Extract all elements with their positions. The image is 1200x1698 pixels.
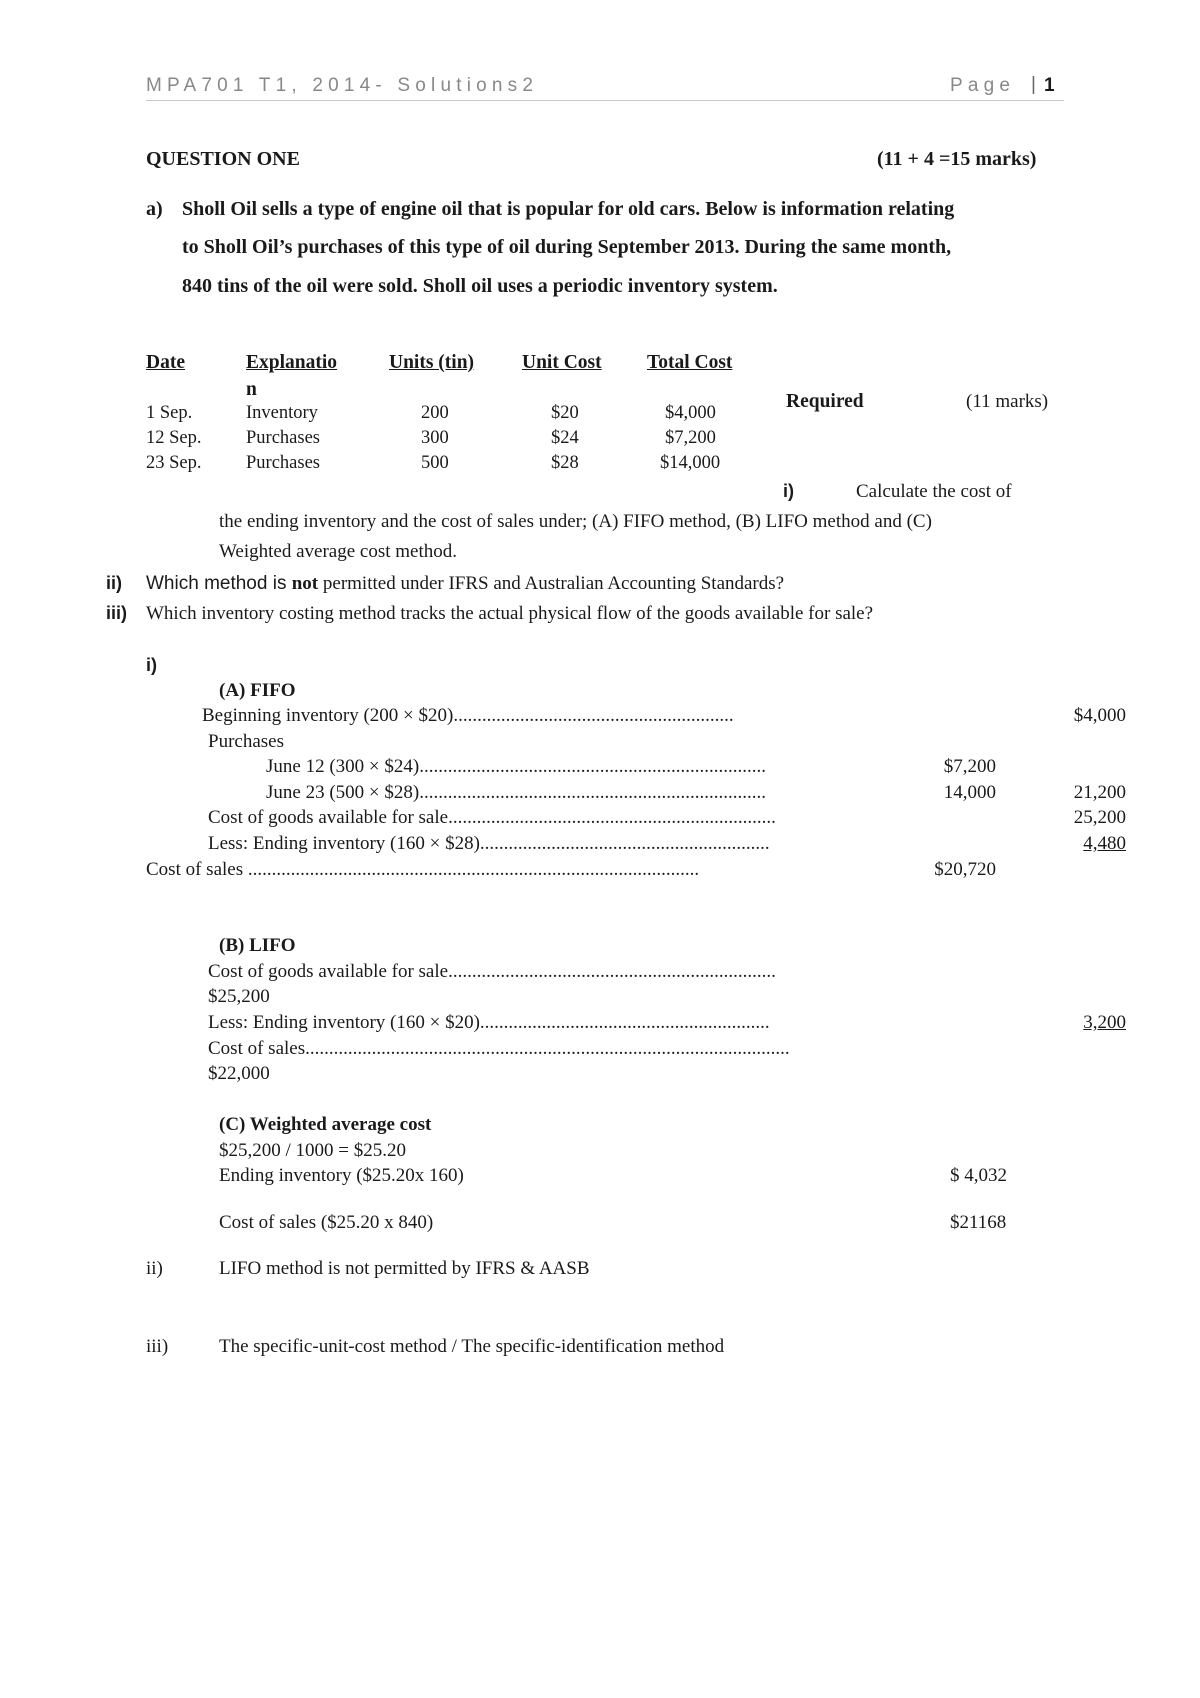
wac-calc: $25,200 / 1000 = $25.20 — [219, 1140, 406, 1161]
required-ii-text — [146, 573, 784, 595]
table-row-2-total-cost: $7,200 — [665, 428, 716, 448]
required-i-text-start: Calculate the cost of — [856, 481, 1012, 502]
fifo-june23-value: 14,000 — [943, 782, 996, 803]
table-row-1-units: 200 — [421, 403, 449, 423]
lifo-less-label: Less: Ending inventory (160 × $20)............................................................. — [208, 1012, 770, 1033]
required-marks: (11 marks) — [966, 391, 1049, 412]
question-marks: (11 + 4 =15 marks) — [877, 148, 1037, 170]
wac-cos-value: $21168 — [950, 1212, 1007, 1233]
required-ii-bold: not — [291, 573, 319, 594]
wac-cos-label: Cost of sales ($25.20 x 840) — [219, 1212, 434, 1233]
fifo-cos-label: Cost of sales ............................................................................................... — [146, 859, 700, 880]
table-header-units: Units (tin) — [389, 352, 475, 373]
table-header-total-cost: Total Cost — [647, 352, 733, 373]
wac-ending-value: $ 4,032 — [950, 1165, 1007, 1186]
fifo-june12-value: $7,200 — [943, 756, 996, 777]
required-i-label: i) — [783, 481, 794, 501]
page-number: 1 — [1044, 75, 1055, 96]
lifo-cogas-label: Cost of goods available for sale..................................................................... — [208, 961, 776, 982]
wac-ending-label: Ending inventory ($25.20x 160) — [219, 1165, 464, 1186]
table-row-3-total-cost: $14,000 — [660, 453, 721, 473]
required-i-text-line2: the ending inventory and the cost of sales under; (A) FIFO method, (B) LIFO method and (C) — [219, 511, 932, 532]
part-a-line-1: Sholl Oil sells a type of engine oil that is popular for old cars. Below is information relating — [182, 198, 955, 220]
required-ii-post: permitted under IFRS and Australian Accounting Standards? — [318, 573, 785, 594]
table-row-2-units: 300 — [421, 428, 449, 448]
fifo-purchases-label: Purchases — [208, 731, 284, 752]
fifo-june23-label: June 23 (500 × $28)......................................................................... — [266, 782, 766, 803]
table-row-3-unit-cost: $28 — [551, 453, 579, 473]
part-a-label: a) — [146, 198, 163, 220]
required-iii-text: Which inventory costing method tracks the actual physical flow of the goods available for sale? — [146, 603, 874, 624]
required-i-text-line3: Weighted average cost method. — [219, 541, 457, 562]
table-row-3-units: 500 — [421, 453, 449, 473]
table-header-explanation: Explanatio — [246, 352, 338, 373]
lifo-less-value: 3,200 — [1083, 1012, 1126, 1033]
fifo-beginning-value: $4,000 — [1073, 705, 1126, 726]
table-row-2-explanation: Purchases — [246, 428, 320, 448]
required-label: Required — [786, 391, 864, 412]
table-header-unit-cost: Unit Cost — [522, 352, 602, 373]
fifo-june23-total: 21,200 — [1073, 782, 1126, 803]
answer-iii-label: iii) — [146, 1336, 169, 1357]
fifo-cos-value: $20,720 — [934, 859, 996, 880]
fifo-june12-label: June 12 (300 × $24)......................................................................... — [266, 756, 766, 777]
table-row-2-unit-cost: $24 — [551, 428, 579, 448]
table-row-2-date: 12 Sep. — [146, 428, 202, 448]
table-row-1-date: 1 Sep. — [146, 403, 193, 423]
answer-ii-label: ii) — [146, 1258, 163, 1279]
page-separator: | — [1031, 74, 1036, 95]
fifo-cogas-value: 25,200 — [1073, 807, 1126, 828]
answer-ii-text: LIFO method is not permitted by IFRS & AASB — [219, 1258, 590, 1279]
fifo-cogas-label: Cost of goods available for sale..................................................................... — [208, 807, 776, 828]
lifo-cos-value: $22,000 — [208, 1063, 270, 1084]
lifo-cogas-value: $25,200 — [208, 986, 270, 1007]
fifo-title: (A) FIFO — [219, 680, 296, 701]
page-label: Page — [950, 75, 1016, 96]
solution-i-label: i) — [146, 655, 157, 675]
fifo-less-value: 4,480 — [1083, 833, 1126, 854]
lifo-cos-label: Cost of sales...................................................................................................... — [208, 1038, 790, 1059]
part-a-line-2: to Sholl Oil’s purchases of this type of oil during September 2013. During the same month, — [182, 236, 952, 258]
fifo-beginning-label: Beginning inventory (200 × $20)........................................................... — [202, 705, 734, 726]
header-title: MPA701 T1, 2014- Solutions2 — [146, 75, 539, 96]
required-iii-label: iii) — [106, 603, 127, 623]
table-header-explanation-wrap: n — [246, 379, 257, 400]
table-row-1-unit-cost: $20 — [551, 403, 579, 423]
table-row-1-explanation: Inventory — [246, 403, 318, 423]
part-a-line-3: 840 tins of the oil were sold. Sholl oil uses a periodic inventory system. — [182, 275, 778, 297]
wac-title: (C) Weighted average cost — [219, 1114, 432, 1135]
table-row-1-total-cost: $4,000 — [665, 403, 716, 423]
table-row-3-explanation: Purchases — [246, 453, 320, 473]
table-row-3-date: 23 Sep. — [146, 453, 202, 473]
fifo-less-label: Less: Ending inventory (160 × $28)............................................................. — [208, 833, 770, 854]
table-header-date: Date — [146, 352, 185, 373]
question-title: QUESTION ONE — [146, 148, 300, 170]
header-rule — [146, 100, 1064, 101]
answer-iii-text: The specific-unit-cost method / The specific-identification method — [219, 1336, 725, 1357]
required-ii-label: ii) — [106, 573, 122, 593]
lifo-title: (B) LIFO — [219, 935, 296, 956]
required-ii-pre: Which method is — [146, 573, 292, 594]
